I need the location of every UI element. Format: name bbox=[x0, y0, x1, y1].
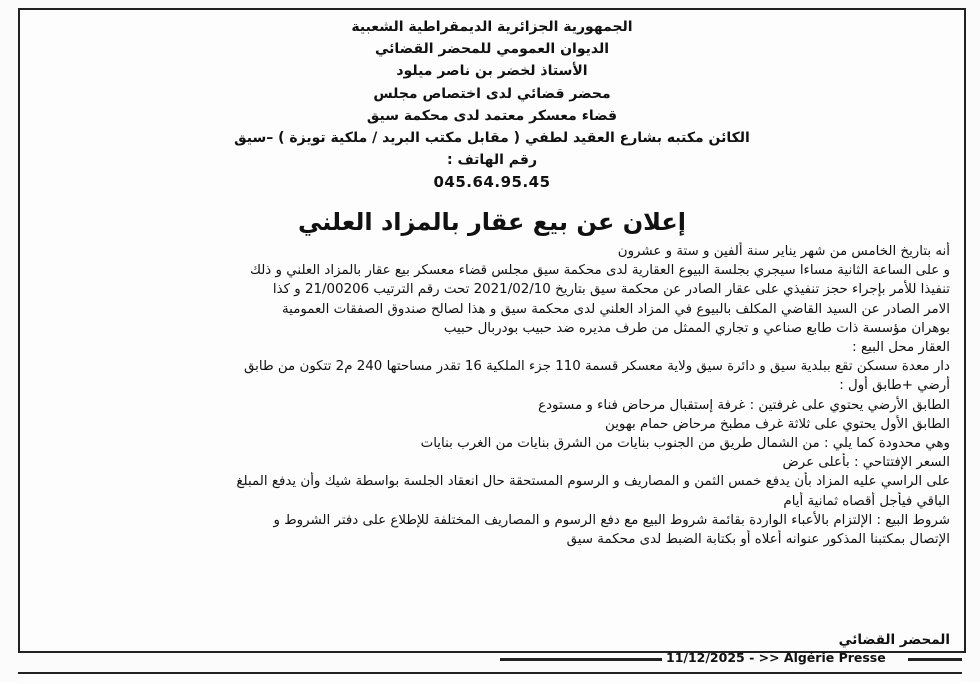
signature: المحضر القضائي bbox=[838, 632, 950, 648]
body-line: وهي محدودة كما يلي : من الشمال طريق من الجنوب بنايات من الشرق بنايات من الغرب بنايات bbox=[420, 436, 950, 452]
body-line: الطابق الأرضي يحتوي على غرفتين : غرفة إستقبال مرحاض فناء و مستودع bbox=[538, 397, 950, 413]
body-line: شروط البيع : الإلتزام بالأعباء الواردة بقائمة شروط البيع مع دفع الرسوم و المصاريف المختلفة للإطلاع على دفتر الشروط و bbox=[273, 512, 950, 528]
notice-header bbox=[20, 16, 964, 194]
footer-stamp: 11/12/2025 - >> Algérie Presse bbox=[666, 650, 886, 665]
body-line: الامر الصادر عن السيد القاضي المكلف بالبيوع في المزاد العلني لدى محكمة سيق و هذا لصالح صندوق الصفقات العمومية bbox=[282, 301, 950, 317]
notice-body bbox=[32, 242, 950, 549]
body-line: و على الساعة الثانية مساءا سيجري بجلسة البيوع العقارية لدى محكمة سيق مجلس قضاء معسكر بيع عقار بالمزاد العلني و ذلك bbox=[249, 263, 950, 279]
body-line: الباقي فيأجل أقصاه ثمانية أيام bbox=[783, 493, 950, 509]
header-line-jurisdiction: محضر قضائي لدى اختصاص مجلس bbox=[373, 85, 611, 102]
body-line: بوهران مؤسسة ذات طابع صناعي و تجاري الممثل من طرف مديره ضد حبيب بودربال حبيب bbox=[443, 320, 950, 336]
header-line-address: الكائن مكتبه بشارع العقيد لطفي ( مقابل مكتب البريد / ملكية تويزة ) –سيق bbox=[234, 130, 750, 147]
footer-rule-left bbox=[500, 658, 662, 661]
header-line-office: الديوان العمومي للمحضر القضائي bbox=[374, 41, 610, 58]
body-line: على الراسي عليه المزاد بأن يدفع خمس الثمن و المصاريف و الرسوم المستحقة حال انعقاد الجلسة بواسطة شيك وأن يدفع المبلغ bbox=[236, 474, 950, 490]
body-line: العقار محل البيع : bbox=[852, 340, 950, 356]
header-phone-label: رقم الهاتف : bbox=[446, 152, 538, 169]
body-line: السعر الإفتتاحي : بأعلى عرض bbox=[782, 455, 950, 471]
footer bbox=[0, 649, 980, 669]
body-line: أنه بتاريخ الخامس من شهر يناير سنة ألفين و ستة و عشرون bbox=[617, 244, 950, 259]
footer-rule-right bbox=[908, 658, 962, 661]
body-line: تنفيذا للأمر بإجراء حجز تنفيذي على عقار الصادر عن محكمة سيق بتاريخ 2021/02/10 تحت رقم الترتيب 21/00206 و كذا bbox=[272, 282, 950, 298]
notice-title: إعلان عن بيع عقار بالمزاد العلني bbox=[297, 208, 687, 236]
header-line-name: الأستاذ لخضر بن ناصر ميلود bbox=[396, 63, 588, 80]
auction-notice bbox=[18, 8, 966, 653]
body-line: الإتصال بمكتبنا المذكور عنوانه أعلاه أو بكتابة الضبط لدى محكمة سيق bbox=[566, 532, 950, 548]
body-line: الطابق الأول يحتوي على ثلاثة غرف مطبخ مرحاض حمام بهوين bbox=[605, 416, 950, 432]
header-phone-number: 045.64.95.45 bbox=[433, 173, 551, 192]
next-notice-edge bbox=[18, 672, 962, 684]
header-line-republic: الجمهورية الجزائرية الديمقراطية الشعبية bbox=[351, 19, 633, 35]
body-line: دار معدة سسكن تقع ببلدية سيق و دائرة سيق ولاية معسكر قسمة 110 جزء الملكية 16 تقدر مساحتها 240 م2 تتكون من طابق bbox=[243, 359, 950, 375]
body-line: أرضي +طابق أول : bbox=[839, 378, 950, 394]
header-line-court: قضاء معسكر معتمد لدى محكمة سيق bbox=[366, 107, 618, 124]
